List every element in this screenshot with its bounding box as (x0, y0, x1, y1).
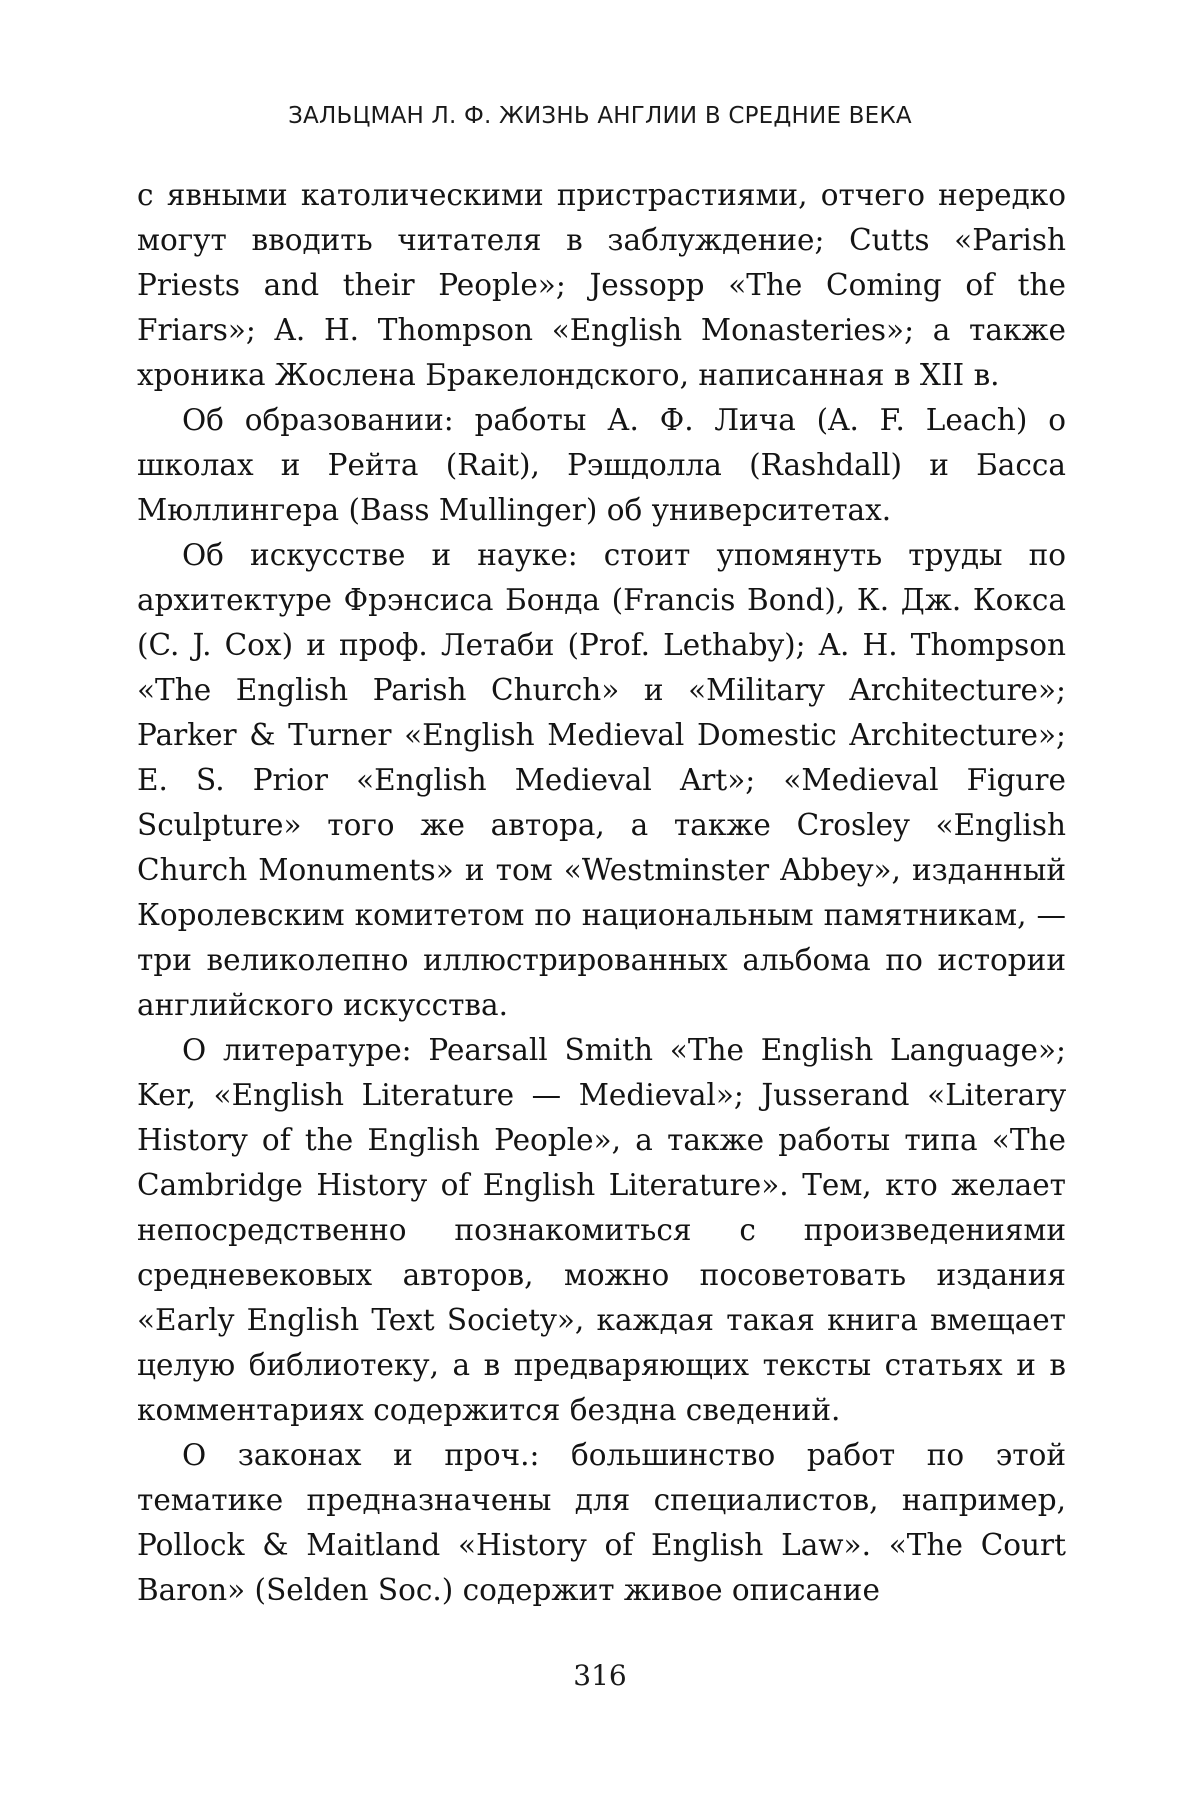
paragraph-laws: О законах и проч.: большинство работ по этой тематике предназначены для специалистов, например, Pollock & Maitland «History of English Law». «The Court Baron» (Selden Soc.) содержит живое описание (137, 1438, 1066, 1607)
paragraph-literature: О литературе: Pearsall Smith «The English Language»; Ker, «English Literature — Medieval»; Jusserand «Literary History of the English People», а также работы типа «The Cambridge History of English Literature». Тем, кто желает непосредственно познакомиться с произведениями средневековых авторов, можно посоветовать издания «Early English Text Society», каждая такая книга вмещает целую библиотеку, а в предваряющих тексты статьях и в комментариях содержится бездна сведений. (137, 1033, 1066, 1427)
page-number: 316 (573, 1659, 627, 1692)
paragraph-art-and-science: Об искусстве и науке: стоит упомянуть труды по архитектуре Фрэнсиса Бонда (Francis Bond), К. Дж. Кокса (C. J. Cox) и проф. Летаби (Prof. Lethaby); A. H. Thompson «The English Parish Church» и «Military Architecture»; Parker & Turner «English Medieval Domestic Architecture»; E. S. Prior «English Medieval Art»; «Medieval Figure Sculpture» того же автора, а также Crosley «English Church Monuments» и том «Westminster Abbey», изданный Королевским комитетом по национальным памятникам, — три великолепно иллюстрированных альбома по истории английского искусства. (137, 538, 1066, 1022)
body-text (137, 173, 1066, 1613)
running-title: ЗАЛЬЦМАН Л. Ф. ЖИЗНЬ АНГЛИИ В СРЕДНИЕ ВЕКА (288, 103, 912, 129)
paragraph-education: Об образовании: работы А. Ф. Лича (A. F. Leach) о школах и Рейта (Rait), Рэшдолла (Rashdall) и Басса Мюллингера (Bass Mullinger) об университетах. (137, 403, 1066, 527)
paragraph-continuation: с явными католическими пристрастиями, отчего нередко могут вводить читателя в заблуждение; Cutts «Parish Priests and their People»; Jessopp «The Coming of the Friars»; A. H. Thompson «English Monasteries»; а также хроника Жослена Бракелондского, написанная в XII в. (137, 178, 1066, 392)
